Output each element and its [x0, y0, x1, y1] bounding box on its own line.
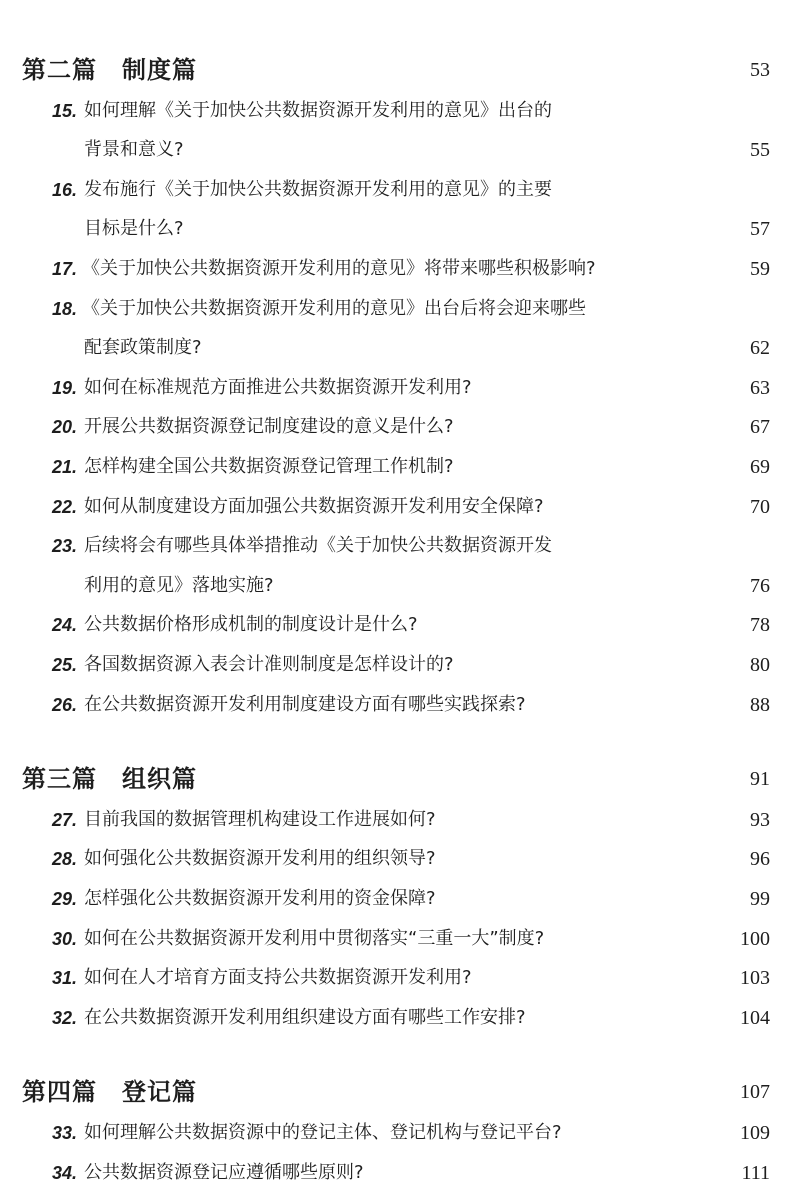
section-header[interactable]: [0, 1074, 788, 1110]
question-number: 31.: [52, 968, 78, 989]
page-number: 67: [750, 416, 770, 439]
section-title: 第四篇 登记篇: [22, 1077, 197, 1107]
question-text: 公共数据资源登记应遵循哪些原则?: [84, 1161, 364, 1183]
toc-entry[interactable]: [0, 880, 788, 916]
page-number: 109: [740, 1122, 770, 1144]
toc-entry-continuation[interactable]: [0, 210, 788, 246]
question-number: 34.: [52, 1162, 78, 1183]
question-text: 公共数据价格形成机制的制度设计是什么?: [84, 614, 418, 636]
toc-entry[interactable]: [0, 171, 788, 207]
question-number: 28.: [52, 849, 78, 870]
question-text: 如何在标准规范方面推进公共数据资源开发利用?: [84, 376, 472, 398]
page-number: 88: [750, 693, 770, 716]
page-number: 62: [750, 337, 770, 360]
question-text: 发布施行《关于加快公共数据资源开发利用的意见》的主要: [84, 178, 552, 200]
toc-entry-continuation[interactable]: [0, 329, 788, 365]
page-number: 93: [750, 808, 770, 831]
page-number: 63: [750, 376, 770, 399]
page-number: 55: [750, 139, 770, 162]
page-number: 103: [740, 967, 770, 990]
toc-entry[interactable]: [0, 686, 788, 722]
toc-entry[interactable]: [0, 408, 788, 444]
question-text: 如何在公共数据资源开发利用中贯彻落实“三重一大”制度?: [84, 927, 545, 949]
toc-entry[interactable]: [0, 527, 788, 563]
page-number: 100: [740, 927, 770, 950]
page-number: 57: [750, 218, 770, 241]
question-number: 25.: [52, 655, 78, 675]
toc-entry[interactable]: [0, 488, 788, 524]
question-text: 怎样构建全国公共数据资源登记管理工作机制?: [84, 456, 454, 477]
page-number: 96: [750, 848, 770, 871]
question-text: 开展公共数据资源登记制度建设的意义是什么?: [84, 416, 454, 438]
toc-entry-continuation[interactable]: [0, 131, 788, 167]
question-number: 16.: [52, 179, 78, 200]
page-number: 53: [750, 59, 770, 81]
question-number: 27.: [52, 809, 78, 830]
toc-entry[interactable]: [0, 920, 788, 956]
question-text: 如何从制度建设方面加强公共数据资源开发利用安全保障?: [84, 495, 544, 517]
question-text: 在公共数据资源开发利用制度建设方面有哪些实践探索?: [84, 693, 526, 715]
question-number: 30.: [52, 928, 78, 949]
question-number: 17.: [52, 259, 78, 279]
page-number: 78: [750, 614, 770, 637]
section-header[interactable]: [0, 52, 788, 88]
page-number: 111: [741, 1161, 770, 1184]
question-number: 33.: [52, 1123, 78, 1143]
question-text: 《关于加快公共数据资源开发利用的意见》将带来哪些积极影响?: [82, 258, 596, 279]
section-title: 第二篇 制度篇: [22, 55, 197, 84]
question-number: 22.: [52, 496, 78, 517]
toc-entry[interactable]: [0, 92, 788, 128]
page-number: 59: [750, 258, 770, 280]
toc-entry[interactable]: [0, 999, 788, 1035]
toc-entry[interactable]: [0, 1154, 788, 1190]
toc-entry[interactable]: [0, 369, 788, 405]
page-number: 69: [750, 456, 770, 478]
page-number: 80: [750, 654, 770, 676]
toc-entry[interactable]: [0, 448, 788, 484]
question-number: 24.: [52, 615, 78, 636]
toc-entry[interactable]: [0, 250, 788, 286]
page-number: 70: [750, 495, 770, 518]
toc-entry[interactable]: [0, 1114, 788, 1150]
question-text: 背景和意义?: [84, 139, 184, 161]
question-text: 配套政策制度?: [84, 337, 202, 359]
question-text: 如何在人才培育方面支持公共数据资源开发利用?: [84, 967, 472, 989]
page-number: 107: [740, 1081, 770, 1104]
question-text: 目前我国的数据管理机构建设工作进展如何?: [84, 808, 436, 830]
question-number: 20.: [52, 417, 78, 438]
question-number: 15.: [52, 100, 78, 121]
toc-entry[interactable]: [0, 959, 788, 995]
toc-entry-continuation[interactable]: [0, 567, 788, 603]
section-title: 第三篇 组织篇: [22, 764, 197, 794]
question-number: 23.: [52, 536, 78, 557]
page-number: 104: [740, 1006, 770, 1029]
toc-entry[interactable]: [0, 606, 788, 642]
toc-entry[interactable]: [0, 646, 788, 682]
question-number: 32.: [52, 1007, 78, 1028]
question-text: 目标是什么?: [84, 218, 184, 240]
question-number: 18.: [52, 298, 78, 319]
page-number: 76: [750, 574, 770, 597]
question-text: 如何强化公共数据资源开发利用的组织领导?: [84, 848, 436, 870]
question-text: 如何理解公共数据资源中的登记主体、登记机构与登记平台?: [84, 1122, 562, 1143]
question-text: 如何理解《关于加快公共数据资源开发利用的意见》出台的: [84, 99, 552, 121]
question-number: 29.: [52, 889, 78, 909]
question-text: 怎样强化公共数据资源开发利用的资金保障?: [84, 888, 436, 909]
question-number: 19.: [52, 377, 78, 398]
question-number: 21.: [52, 457, 78, 477]
section-header[interactable]: [0, 761, 788, 797]
question-number: 26.: [52, 694, 78, 715]
page-number: 99: [750, 888, 770, 910]
question-text: 各国数据资源入表会计准则制度是怎样设计的?: [84, 654, 454, 675]
question-text: 《关于加快公共数据资源开发利用的意见》出台后将会迎来哪些: [82, 297, 586, 319]
toc-entry[interactable]: [0, 290, 788, 326]
page-number: 91: [750, 768, 770, 791]
toc-entry[interactable]: [0, 801, 788, 837]
question-text: 后续将会有哪些具体举措推动《关于加快公共数据资源开发: [84, 535, 552, 557]
toc-entry[interactable]: [0, 840, 788, 876]
question-text: 在公共数据资源开发利用组织建设方面有哪些工作安排?: [84, 1006, 526, 1028]
question-text: 利用的意见》落地实施?: [84, 574, 274, 596]
